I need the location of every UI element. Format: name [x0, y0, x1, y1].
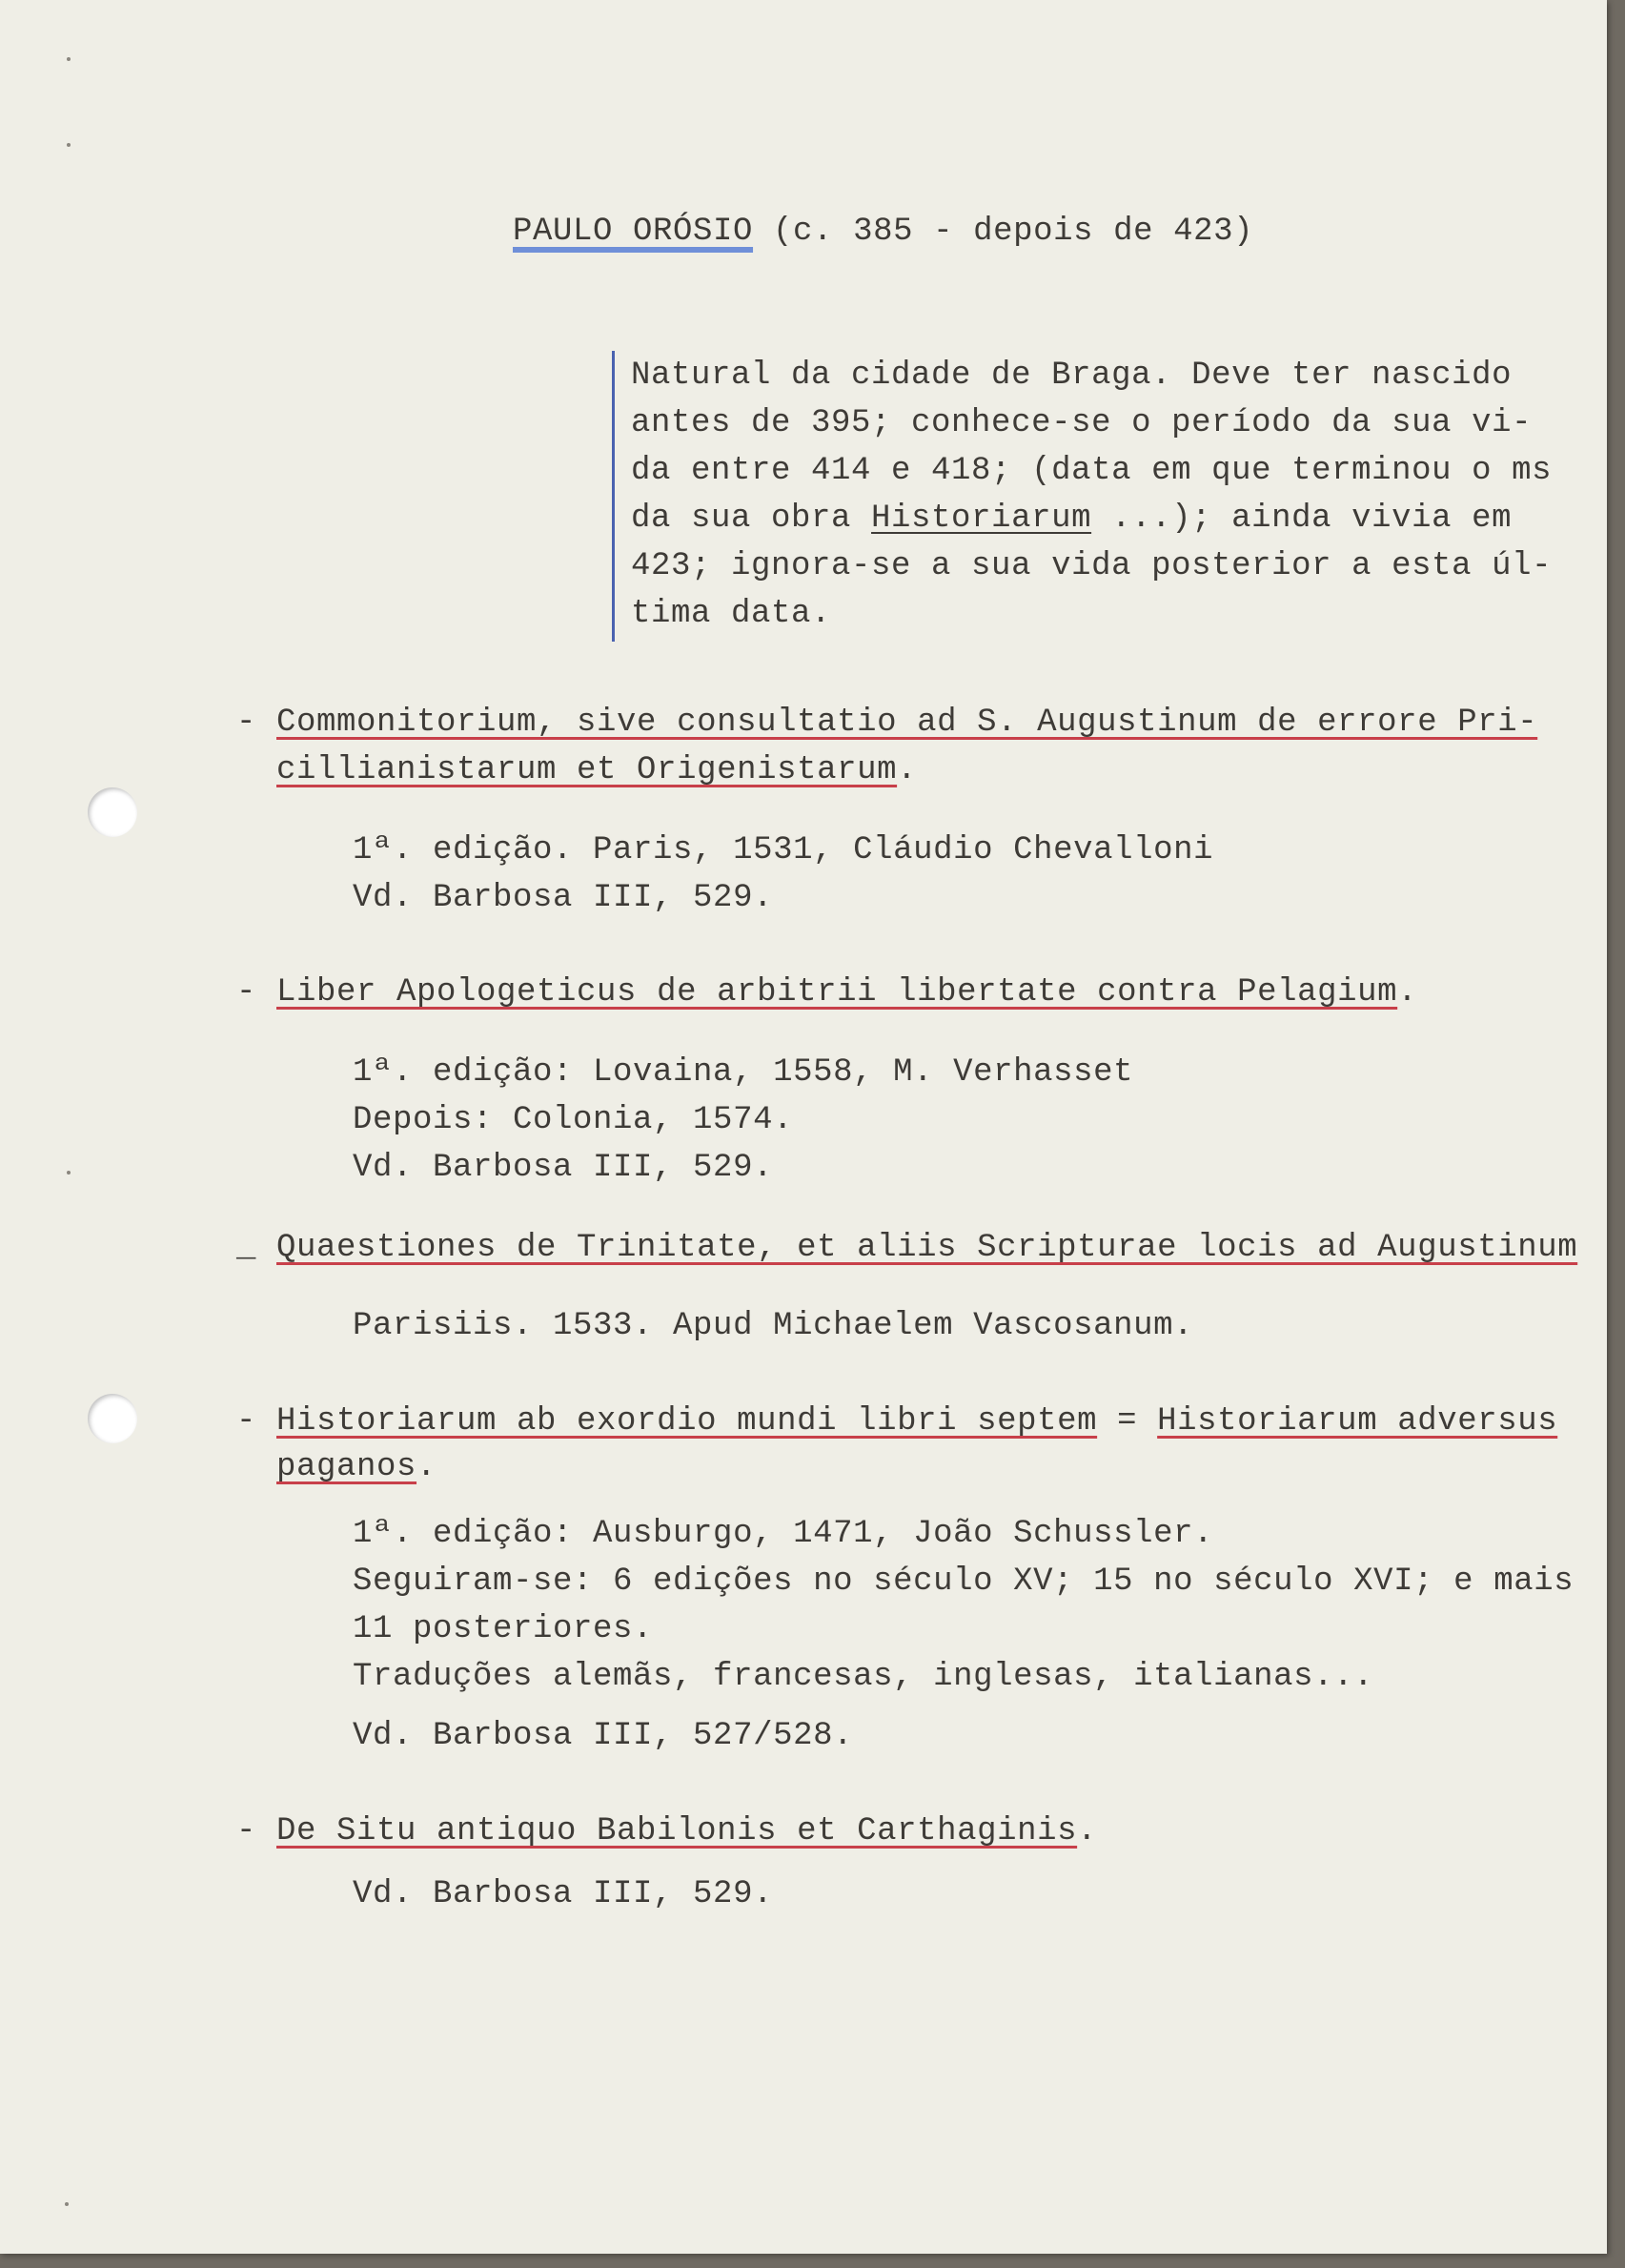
work-note: Vd. Barbosa III, 529. — [353, 1150, 774, 1186]
bio-line: da entre 414 e 418; (data em que terminou o ms — [631, 453, 1553, 489]
work-bullet: _ — [236, 1230, 257, 1266]
work-bullet: - — [236, 974, 257, 1011]
bio-line: 423; ignora-se a sua vida posterior a esta úl- — [631, 548, 1553, 584]
margin-bar — [612, 351, 615, 642]
work-note: 1ª. edição: Lovaina, 1558, M. Verhasset — [353, 1054, 1134, 1091]
work-title: Commonitorium, sive consultatio ad S. Augustinum de errore Pri- — [276, 705, 1538, 741]
work-bullet: - — [236, 1403, 257, 1440]
work-note: Vd. Barbosa III, 529. — [353, 1876, 774, 1912]
bio-line: Natural da cidade de Braga. Deve ter nascido — [631, 358, 1513, 394]
work-note: Parisiis. 1533. Apud Michaelem Vascosanum. — [353, 1308, 1194, 1344]
work-bullet: - — [236, 1813, 257, 1849]
page-title — [513, 215, 1253, 248]
author-name: PAULO ORÓSIO — [513, 214, 754, 250]
work-reference: Historiarum — [871, 501, 1092, 537]
paper-speck — [67, 57, 71, 61]
work-title: cillianistarum et Origenistarum. — [276, 752, 918, 788]
work-note: 1ª. edição: Ausburgo, 1471, João Schussler. — [353, 1516, 1214, 1552]
work-note: Seguiram-se: 6 edições no século XV; 15 no século XVI; e mais — [353, 1563, 1574, 1600]
bio-line: antes de 395; conhece-se o período da sua vi- — [631, 405, 1533, 441]
work-title: De Situ antiquo Babilonis et Carthaginis. — [276, 1813, 1098, 1849]
bio-line: tima data. — [631, 596, 832, 632]
work-title: paganos. — [276, 1449, 437, 1485]
work-note: Vd. Barbosa III, 529. — [353, 880, 774, 916]
work-title: Historiarum ab exordio mundi libri septem = Historiarum adversus — [276, 1403, 1558, 1440]
punch-hole-top — [88, 787, 137, 837]
work-title: Quaestiones de Trinitate, et aliis Scripturae locis ad Augustinum — [276, 1230, 1578, 1266]
paper-speck — [65, 2202, 69, 2206]
author-dates: (c. 385 - depois de 423) — [753, 214, 1254, 250]
work-bullet: - — [236, 705, 257, 741]
paper-speck — [67, 1171, 71, 1175]
work-note: Vd. Barbosa III, 527/528. — [353, 1718, 854, 1754]
work-note: Depois: Colonia, 1574. — [353, 1102, 794, 1138]
paper-speck — [67, 143, 71, 147]
punch-hole-bottom — [88, 1394, 137, 1443]
work-title: Liber Apologeticus de arbitrii libertate contra Pelagium. — [276, 974, 1418, 1011]
work-note: Traduções alemãs, francesas, inglesas, italianas... — [353, 1659, 1374, 1695]
bio-line: da sua obra Historiarum ...); ainda vivia em — [631, 501, 1513, 537]
work-note: 11 posteriores. — [353, 1611, 654, 1647]
work-note: 1ª. edição. Paris, 1531, Cláudio Chevalloni — [353, 832, 1214, 868]
